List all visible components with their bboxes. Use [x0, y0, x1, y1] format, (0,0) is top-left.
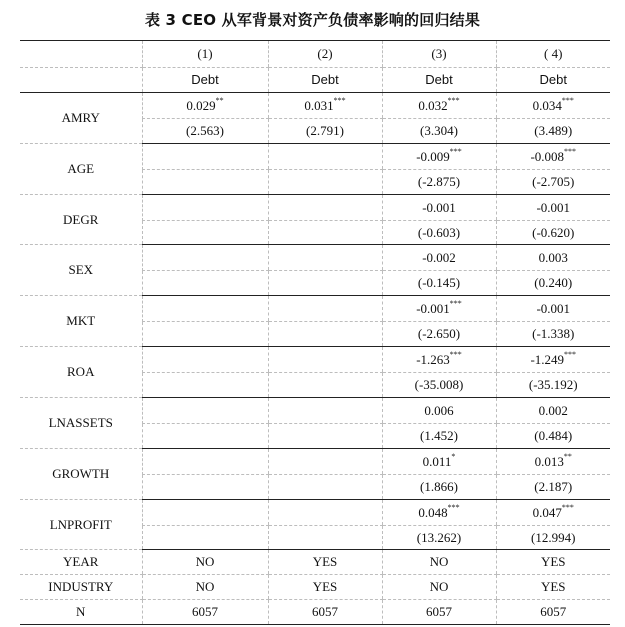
t-stat-cell: (-0.603) — [382, 221, 496, 245]
coef-value: -0.001 — [536, 199, 571, 215]
coef-cell — [382, 195, 496, 221]
coef-cell — [142, 398, 268, 424]
significance-stars: *** — [449, 350, 462, 360]
t-stat-cell: (2.791) — [268, 119, 382, 144]
coef-cell — [382, 93, 496, 119]
column-number-header: ( 4) — [496, 41, 610, 68]
t-stat-cell: (2.187) — [496, 475, 610, 500]
variable-label: ROA — [20, 347, 142, 398]
t-stat-cell: (-35.192) — [496, 373, 610, 398]
footer-value: NO — [142, 550, 268, 575]
t-stat-cell — [142, 170, 268, 195]
coef-row — [20, 398, 610, 424]
header-row-columns — [20, 41, 610, 68]
column-number-header: (3) — [382, 41, 496, 68]
column-number-header: (2) — [268, 41, 382, 68]
footer-value: 6057 — [382, 600, 496, 625]
coef-value: 0.002 — [538, 402, 568, 418]
t-stat-cell: (12.994) — [496, 526, 610, 550]
coef-cell — [382, 398, 496, 424]
coef-cell — [142, 93, 268, 119]
t-stat-cell: (2.563) — [142, 119, 268, 144]
t-stat-cell: (0.240) — [496, 271, 610, 296]
significance-stars: ** — [215, 96, 224, 106]
footer-value: 6057 — [496, 600, 610, 625]
coef-cell — [142, 347, 268, 373]
footer-value: 6057 — [268, 600, 382, 625]
footer-row — [20, 550, 610, 575]
coef-value: 0.048 — [418, 504, 448, 520]
footer-label: YEAR — [20, 550, 142, 575]
coef-value: 0.029 — [186, 97, 216, 113]
significance-stars: *** — [561, 96, 574, 106]
t-stat-cell — [142, 526, 268, 550]
coef-value: -0.001 — [536, 300, 571, 316]
t-stat-cell — [142, 221, 268, 245]
t-stat-cell — [142, 475, 268, 500]
coef-cell — [142, 500, 268, 526]
footer-value: YES — [268, 575, 382, 600]
t-stat-cell — [268, 170, 382, 195]
footer-value: NO — [142, 575, 268, 600]
coef-row — [20, 144, 610, 170]
footer-value: YES — [496, 550, 610, 575]
coef-value: 0.013 — [534, 453, 564, 469]
t-stat-cell: (0.484) — [496, 424, 610, 449]
coef-cell — [268, 449, 382, 475]
t-stat-cell — [142, 373, 268, 398]
coef-cell — [142, 195, 268, 221]
coef-row — [20, 296, 610, 322]
coef-cell — [268, 398, 382, 424]
t-stat-cell — [268, 221, 382, 245]
coef-value: 0.011 — [422, 453, 452, 469]
t-stat-cell — [142, 322, 268, 347]
significance-stars: * — [451, 452, 456, 462]
t-stat-cell: (1.866) — [382, 475, 496, 500]
variable-label: LNPROFIT — [20, 500, 142, 550]
variable-label: SEX — [20, 245, 142, 296]
coef-value: -0.001 — [422, 199, 456, 215]
coef-value: -0.009 — [416, 148, 450, 164]
coef-value: 0.032 — [418, 97, 448, 113]
coef-cell — [142, 144, 268, 170]
t-stat-cell — [268, 424, 382, 449]
header-empty-cell — [20, 41, 142, 68]
footer-value: 6057 — [142, 600, 268, 625]
coef-row — [20, 449, 610, 475]
significance-stars: *** — [564, 350, 577, 360]
t-stat-cell — [268, 475, 382, 500]
t-stat-cell: (-35.008) — [382, 373, 496, 398]
t-stat-cell — [268, 271, 382, 296]
footer-label: N — [20, 600, 142, 625]
coef-cell — [496, 195, 610, 221]
footer-value: YES — [496, 575, 610, 600]
header-empty-cell — [20, 68, 142, 93]
t-stat-cell: (13.262) — [382, 526, 496, 550]
column-number-header: (1) — [142, 41, 268, 68]
footer-value: NO — [382, 550, 496, 575]
coef-value: -0.001 — [416, 300, 450, 316]
variable-label: GROWTH — [20, 449, 142, 500]
footer-value: NO — [382, 575, 496, 600]
coef-cell — [382, 449, 496, 475]
t-stat-cell: (1.452) — [382, 424, 496, 449]
t-stat-cell: (-2.875) — [382, 170, 496, 195]
t-stat-cell — [268, 526, 382, 550]
t-stat-cell: (-1.338) — [496, 322, 610, 347]
footer-label: INDUSTRY — [20, 575, 142, 600]
dependent-variable-header: Debt — [496, 68, 610, 93]
footer-value: YES — [268, 550, 382, 575]
variable-label: LNASSETS — [20, 398, 142, 449]
significance-stars: *** — [447, 503, 460, 513]
coef-cell — [142, 449, 268, 475]
coef-value: -1.263 — [416, 351, 450, 367]
variable-label: MKT — [20, 296, 142, 347]
t-stat-cell: (3.489) — [496, 119, 610, 144]
significance-stars: *** — [564, 147, 577, 157]
coef-cell — [268, 347, 382, 373]
coef-cell — [268, 245, 382, 271]
coef-cell — [382, 245, 496, 271]
coef-row — [20, 195, 610, 221]
t-stat-cell: (-0.620) — [496, 221, 610, 245]
coef-cell — [382, 296, 496, 322]
t-stat-cell — [142, 424, 268, 449]
coef-cell — [496, 398, 610, 424]
t-stat-cell: (-0.145) — [382, 271, 496, 296]
significance-stars: *** — [561, 503, 574, 513]
variable-label: DEGR — [20, 195, 142, 245]
coef-row — [20, 500, 610, 526]
coef-cell — [268, 500, 382, 526]
t-stat-cell — [142, 271, 268, 296]
coef-cell — [496, 245, 610, 271]
coef-cell — [268, 93, 382, 119]
coef-cell — [496, 144, 610, 170]
coef-value: 0.003 — [538, 249, 568, 265]
footer-row — [20, 600, 610, 625]
footer-row — [20, 575, 610, 600]
t-stat-cell: (-2.705) — [496, 170, 610, 195]
coef-value: 0.047 — [532, 504, 562, 520]
coef-cell — [496, 500, 610, 526]
coef-cell — [382, 144, 496, 170]
dependent-variable-header: Debt — [268, 68, 382, 93]
header-row-depvar — [20, 68, 610, 93]
coef-cell — [496, 347, 610, 373]
coef-row — [20, 245, 610, 271]
t-stat-cell — [268, 373, 382, 398]
coef-value: 0.034 — [532, 97, 562, 113]
variable-label: AMRY — [20, 93, 142, 144]
coef-value: -0.008 — [530, 148, 565, 164]
significance-stars: ** — [563, 452, 572, 462]
coef-cell — [496, 93, 610, 119]
coef-cell — [382, 347, 496, 373]
t-stat-cell: (-2.650) — [382, 322, 496, 347]
significance-stars: *** — [333, 96, 346, 106]
t-stat-cell — [268, 322, 382, 347]
coef-cell — [142, 245, 268, 271]
regression-table — [20, 40, 610, 625]
coef-cell — [268, 296, 382, 322]
significance-stars: *** — [449, 299, 462, 309]
dependent-variable-header: Debt — [142, 68, 268, 93]
coef-cell — [496, 296, 610, 322]
coef-row — [20, 93, 610, 119]
coef-cell — [496, 449, 610, 475]
significance-stars: *** — [449, 147, 462, 157]
table-title: 表 3 CEO 从军背景对资产负债率影响的回归结果 — [144, 11, 481, 29]
coef-value: -0.002 — [422, 249, 456, 265]
significance-stars: *** — [447, 96, 460, 106]
coef-value: -1.249 — [530, 351, 565, 367]
t-stat-cell: (3.304) — [382, 119, 496, 144]
coef-cell — [268, 144, 382, 170]
dependent-variable-header: Debt — [382, 68, 496, 93]
coef-cell — [142, 296, 268, 322]
coef-cell — [268, 195, 382, 221]
variable-label: AGE — [20, 144, 142, 195]
coef-value: 0.006 — [424, 402, 454, 418]
coef-cell — [382, 500, 496, 526]
coef-row — [20, 347, 610, 373]
coef-value: 0.031 — [304, 97, 334, 113]
